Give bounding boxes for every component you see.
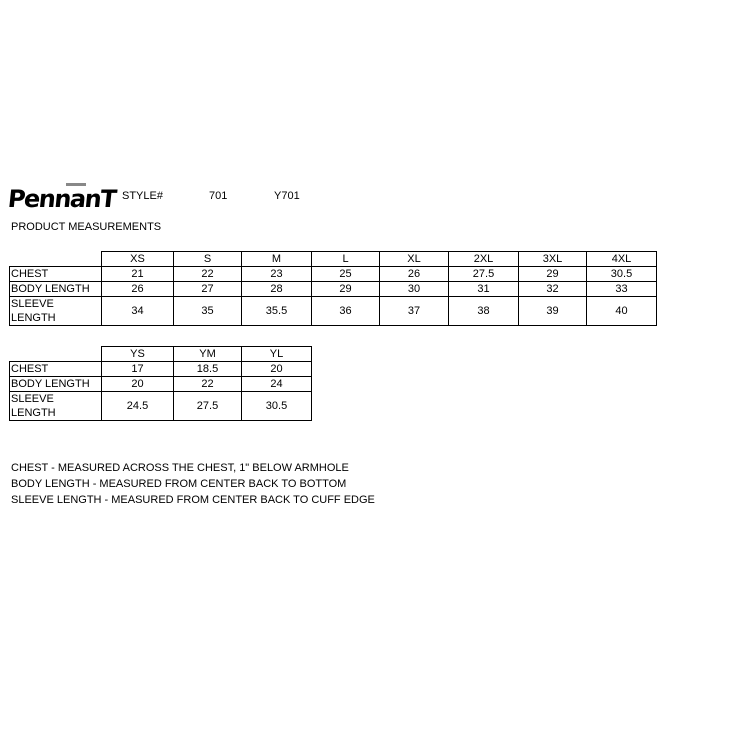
table-cell: 37 (380, 297, 449, 326)
note-chest: CHEST - MEASURED ACROSS THE CHEST, 1" BELOW ARMHOLE (11, 462, 349, 474)
youth-header-row (10, 347, 312, 362)
table-cell: 24 (242, 377, 312, 392)
size-header: YM (174, 347, 242, 362)
size-header: 2XL (449, 252, 519, 267)
table-cell: 31 (449, 282, 519, 297)
table-row (10, 282, 657, 297)
table-cell: 33 (587, 282, 657, 297)
table-cell: 26 (380, 267, 449, 282)
logo-text: PennanT (6, 185, 117, 213)
table-cell: 30.5 (587, 267, 657, 282)
pennant-logo (6, 183, 117, 217)
table-cell: 26 (102, 282, 174, 297)
table-cell: 30 (380, 282, 449, 297)
table-cell: 18.5 (174, 362, 242, 377)
row-label: CHEST (10, 362, 102, 377)
style-number-adult: 701 (209, 190, 228, 202)
table-cell: 25 (312, 267, 380, 282)
table-cell: 34 (102, 297, 174, 326)
table-cell: 27.5 (449, 267, 519, 282)
adult-measurements-table (9, 251, 657, 326)
youth-header-corner (10, 347, 102, 362)
size-header: XS (102, 252, 174, 267)
table-cell: 24.5 (102, 392, 174, 421)
table-cell: 29 (519, 267, 587, 282)
measurement-notes (11, 460, 375, 508)
table-cell: 22 (174, 377, 242, 392)
table-row (10, 297, 657, 326)
table-cell: 35.5 (242, 297, 312, 326)
adult-header-row (10, 252, 657, 267)
size-header: L (312, 252, 380, 267)
size-header: YL (242, 347, 312, 362)
size-header: XL (380, 252, 449, 267)
table-cell: 20 (102, 377, 174, 392)
table-cell: 39 (519, 297, 587, 326)
adult-header-corner (10, 252, 102, 267)
size-header: 3XL (519, 252, 587, 267)
style-number-youth: Y701 (274, 190, 300, 202)
row-label: CHEST (10, 267, 102, 282)
note-body-length: BODY LENGTH - MEASURED FROM CENTER BACK TO BOTTOM (11, 478, 347, 490)
table-row (10, 377, 312, 392)
table-cell: 32 (519, 282, 587, 297)
table-cell: 23 (242, 267, 312, 282)
row-label: BODY LENGTH (10, 377, 102, 392)
size-header: S (174, 252, 242, 267)
table-cell: 28 (242, 282, 312, 297)
row-label: SLEEVE LENGTH (10, 392, 102, 421)
size-header: YS (102, 347, 174, 362)
table-row (10, 362, 312, 377)
table-cell: 35 (174, 297, 242, 326)
size-header: 4XL (587, 252, 657, 267)
style-label: STYLE# (122, 190, 163, 202)
table-cell: 27 (174, 282, 242, 297)
table-cell: 21 (102, 267, 174, 282)
note-sleeve-length: SLEEVE LENGTH - MEASURED FROM CENTER BACK TO CUFF EDGE (11, 494, 375, 506)
row-label: BODY LENGTH (10, 282, 102, 297)
table-cell: 20 (242, 362, 312, 377)
table-cell: 36 (312, 297, 380, 326)
size-header: M (242, 252, 312, 267)
row-label: SLEEVE LENGTH (10, 297, 102, 326)
table-cell: 30.5 (242, 392, 312, 421)
table-cell: 27.5 (174, 392, 242, 421)
table-cell: 38 (449, 297, 519, 326)
section-title: PRODUCT MEASUREMENTS (11, 221, 162, 233)
table-row (10, 392, 312, 421)
table-cell: 29 (312, 282, 380, 297)
youth-measurements-table (9, 346, 312, 421)
table-cell: 22 (174, 267, 242, 282)
table-row (10, 267, 657, 282)
table-cell: 40 (587, 297, 657, 326)
table-cell: 17 (102, 362, 174, 377)
